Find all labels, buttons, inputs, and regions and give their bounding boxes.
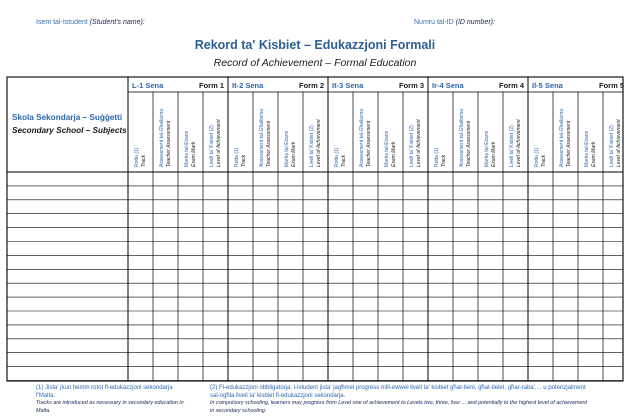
subcolumn-label-maltese: Livell ta' Kisbiet (2) [209, 125, 215, 167]
footnote-levels [210, 385, 590, 415]
subcolumn-label-english: Exam Mark [291, 141, 297, 167]
student-name-label-mt: Isem tal-Istudent [36, 19, 88, 26]
subcolumn-label-maltese: Marka tal-Eżami [284, 130, 290, 167]
year-label-maltese: Ir-4 Sena [432, 81, 464, 90]
footnote-levels-english: In compulsory schooling, learners may progress from Level one of achievement to Levels two, three, four ... and potentially to the highest level of achievement in secondary schooling. [210, 400, 587, 414]
subcolumn-label-maltese: Marka tal-Eżami [184, 130, 190, 167]
subcolumn-label-english: Exam Mark [391, 141, 397, 167]
year-label-maltese: Il-5 Sena [532, 81, 563, 90]
year-label-maltese: It-2 Sena [232, 81, 264, 90]
subcolumn-label-english: Exam Mark [491, 141, 497, 167]
year-label-english: Form 2 [298, 81, 324, 90]
subjects-header-english: Secondary School – Subjects [12, 126, 127, 135]
footnote-levels-maltese: (2) Fl-edukazzjoni obbligatorja, l-istudent jista' jagħmel progress mill-ewwel livell ta' kisbiet għat-tieni, għat-tielet, għar-raba'.... u potenzjalment sal-ogħla livell ta' kisbiet fl-edukazzjoni sekondarja. [210, 385, 586, 399]
footnote-tracks-maltese: (1) Jista' jkun hemm rotot fl-edukazzjoni sekondarja f'Malta. [36, 385, 173, 399]
page-title-english: Record of Achievement – Formal Education [213, 57, 417, 69]
subcolumn-label-english: Teacher Assessment [566, 120, 572, 167]
student-name-label-en: (Student's name): [89, 19, 145, 26]
subcolumn-label-maltese: Livell ta' Kisbiet (2) [309, 125, 315, 167]
subcolumn-label-maltese: Livell ta' Kisbiet (2) [409, 125, 415, 167]
id-number-label-en: (ID number): [455, 19, 495, 26]
subcolumn-label-maltese: Marka tal-Eżami [384, 130, 390, 167]
year-label-english: Form 5 [598, 81, 624, 90]
subcolumn-label-maltese: Marka tal-Eżami [484, 130, 490, 167]
subcolumn-label-maltese: Rotta (1) [534, 147, 540, 167]
subcolumn-label-english: Exam Mark [591, 141, 597, 167]
subcolumn-label-maltese: Livell ta' Kisbiet (2) [509, 125, 515, 167]
subcolumn-label-english: Level of Achievement [516, 119, 522, 167]
subcolumn-label-english: Teacher Assessment [466, 120, 472, 167]
subcolumn-label-english: Teacher Assessment [266, 120, 272, 167]
year-label-maltese: L-1 Sena [132, 81, 164, 90]
footnote-tracks-english: Tracks are introduced as necessary in secondary education in Malta. [36, 400, 184, 414]
year-label-english: Form 4 [498, 81, 524, 90]
id-number-label-mt: Numru tal-ID [414, 19, 454, 26]
subcolumn-label-english: Level of Achievement [616, 119, 622, 167]
subcolumn-label-maltese: Rotta (1) [434, 147, 440, 167]
subcolumn-label-maltese: Assessment tal-Għalliema [459, 108, 465, 167]
subcolumn-label-maltese: Assessment tal-Għalliema [559, 108, 565, 167]
subcolumn-label-maltese: Assessment tal-Għalliema [359, 108, 365, 167]
subcolumn-label-english: Track [341, 154, 347, 167]
subcolumn-label-english: Track [441, 154, 447, 167]
subcolumn-label-maltese: Rotta (1) [234, 147, 240, 167]
subcolumn-label-english: Teacher Assessment [366, 120, 372, 167]
subcolumn-label-english: Level of Achievement [216, 119, 222, 167]
subcolumn-label-english: Track [541, 154, 547, 167]
subcolumn-label-english: Exam Mark [191, 141, 197, 167]
subcolumn-label-maltese: Assessment tal-Għalliema [259, 108, 265, 167]
subcolumn-label-english: Teacher Assessment [166, 120, 172, 167]
year-label-english: Form 1 [198, 81, 224, 90]
year-label-english: Form 3 [398, 81, 424, 90]
subcolumn-label-english: Track [241, 154, 247, 167]
subjects-header-maltese: Skola Sekondarja – Suġġetti [12, 113, 123, 122]
subcolumn-label-maltese: Assessment tal-Għalliema [159, 108, 165, 167]
year-label-maltese: It-3 Sena [332, 81, 364, 90]
subcolumn-label-english: Level of Achievement [416, 119, 422, 167]
subcolumn-label-maltese: Marka tal-Eżami [584, 130, 590, 167]
subcolumn-label-english: Level of Achievement [316, 119, 322, 167]
subcolumn-label-english: Track [141, 154, 147, 167]
page-title-maltese: Rekord ta' Kisbiet – Edukazzjoni Formali [194, 38, 436, 52]
subcolumn-label-maltese: Rotta (1) [334, 147, 340, 167]
footnote-tracks [36, 385, 186, 415]
subcolumn-label-maltese: Rotta (1) [134, 147, 140, 167]
subcolumn-label-maltese: Livell ta' Kisbiet (2) [609, 125, 615, 167]
table-frame [7, 77, 623, 381]
